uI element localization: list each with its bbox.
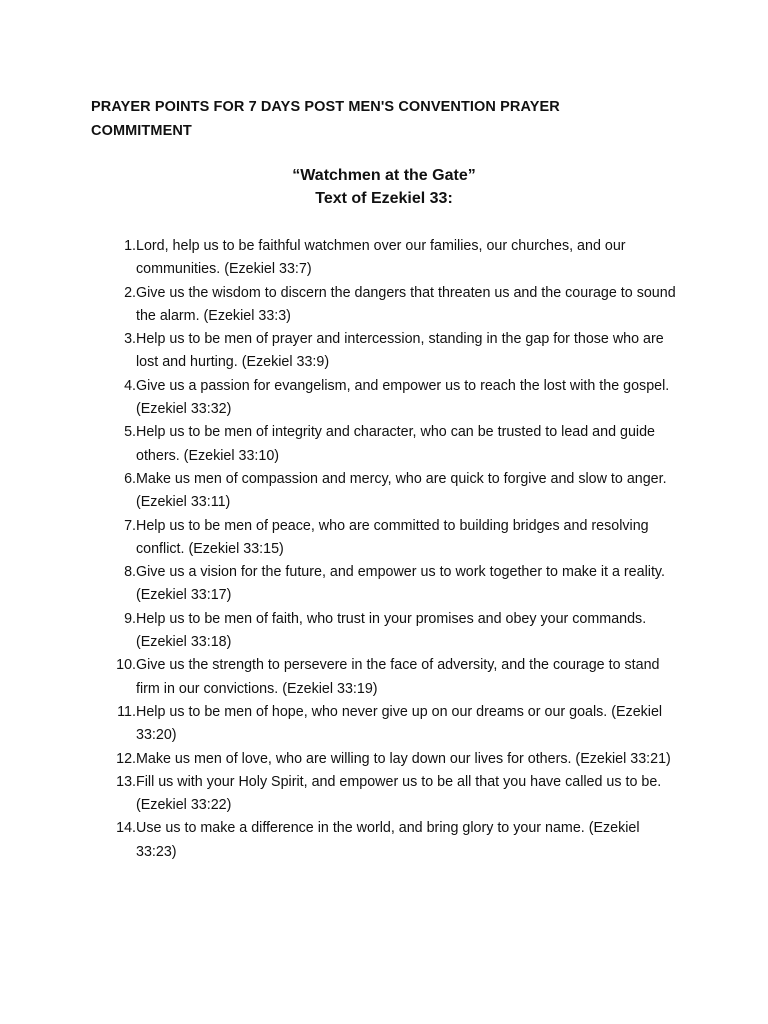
list-item-text: Give us a vision for the future, and empower us to work together to make it a reality. (Ezekiel 33:17)	[136, 564, 665, 604]
list-item-text: Give us the wisdom to discern the dangers that threaten us and the courage to sound the alarm. (Ezekiel 33:3)	[136, 284, 676, 324]
list-item	[108, 515, 684, 562]
list-item-text: Give us the strength to persevere in the face of adversity, and the courage to stand firm in our convictions. (Ezekiel 33:19)	[136, 657, 660, 697]
list-item-text: Help us to be men of faith, who trust in your promises and obey your commands. (Ezekiel 33:18)	[136, 610, 647, 651]
list-item-number: 5.	[124, 424, 136, 441]
list-item-number: 3.	[124, 331, 136, 348]
list-item	[108, 654, 684, 701]
list-item-number: 13.	[116, 773, 136, 790]
list-item-text: Use us to make a difference in the world, and bring glory to your name. (Ezekiel 33:23)	[136, 820, 640, 860]
list-item-text: Give us a passion for evangelism, and empower us to reach the lost with the gospel. (Ezekiel 33:32)	[136, 377, 670, 418]
list-item-text: Fill us with your Holy Spirit, and empower us to be all that you have called us to be. (Ezekiel 33:22)	[136, 773, 662, 814]
list-item-number: 11.	[117, 703, 136, 720]
list-item-number: 7.	[124, 517, 136, 534]
list-item	[108, 748, 684, 771]
scripture-reference-heading: Text of Ezekiel 33:	[315, 190, 453, 207]
list-item-number: 4.	[124, 377, 136, 394]
list-item	[108, 817, 684, 864]
list-item	[108, 468, 684, 515]
list-item-text: Lord, help us to be faithful watchmen over our families, our churches, and our communities. (Ezekiel 33:7)	[136, 238, 626, 278]
list-item	[108, 328, 684, 375]
list-item-number: 6.	[124, 470, 136, 487]
list-item-text: Help us to be men of integrity and character, who can be trusted to lead and guide others. (Ezekiel 33:10)	[136, 424, 655, 464]
list-item-text: Make us men of compassion and mercy, who are quick to forgive and slow to anger. (Ezekiel 33:11)	[136, 470, 667, 511]
list-item-text: Help us to be men of prayer and intercession, standing in the gap for those who are lost and hurting. (Ezekiel 33:9)	[136, 331, 664, 371]
list-item-number: 8.	[124, 564, 136, 581]
list-item-number: 14.	[116, 820, 136, 837]
list-item-number: 2.	[124, 284, 136, 301]
theme-title: “Watchmen at the Gate”	[292, 167, 476, 184]
list-item-text: Help us to be men of peace, who are committed to building bridges and resolving conflict. (Ezekiel 33:15)	[136, 517, 649, 557]
list-item-number: 1.	[124, 238, 136, 254]
list-item-text: Help us to be men of hope, who never give up on our dreams or our goals. (Ezekiel 33:20)	[136, 703, 663, 744]
list-item	[108, 421, 684, 468]
list-item-number: 12.	[116, 750, 136, 767]
document-title: PRAYER POINTS FOR 7 DAYS POST MEN'S CONVENTION PRAYER COMMITMENT	[91, 99, 560, 139]
list-item	[108, 771, 684, 818]
list-item	[108, 282, 684, 329]
list-item-number: 9.	[124, 610, 136, 627]
theme-heading	[0, 164, 768, 210]
prayer-points-list	[108, 235, 684, 864]
list-item-number: 10.	[116, 657, 136, 674]
list-item	[108, 608, 684, 655]
list-item	[108, 235, 684, 282]
list-item	[108, 701, 684, 748]
list-item-text: Make us men of love, who are willing to lay down our lives for others. (Ezekiel 33:21)	[136, 750, 671, 767]
list-item	[108, 561, 684, 608]
list-item	[108, 375, 684, 422]
